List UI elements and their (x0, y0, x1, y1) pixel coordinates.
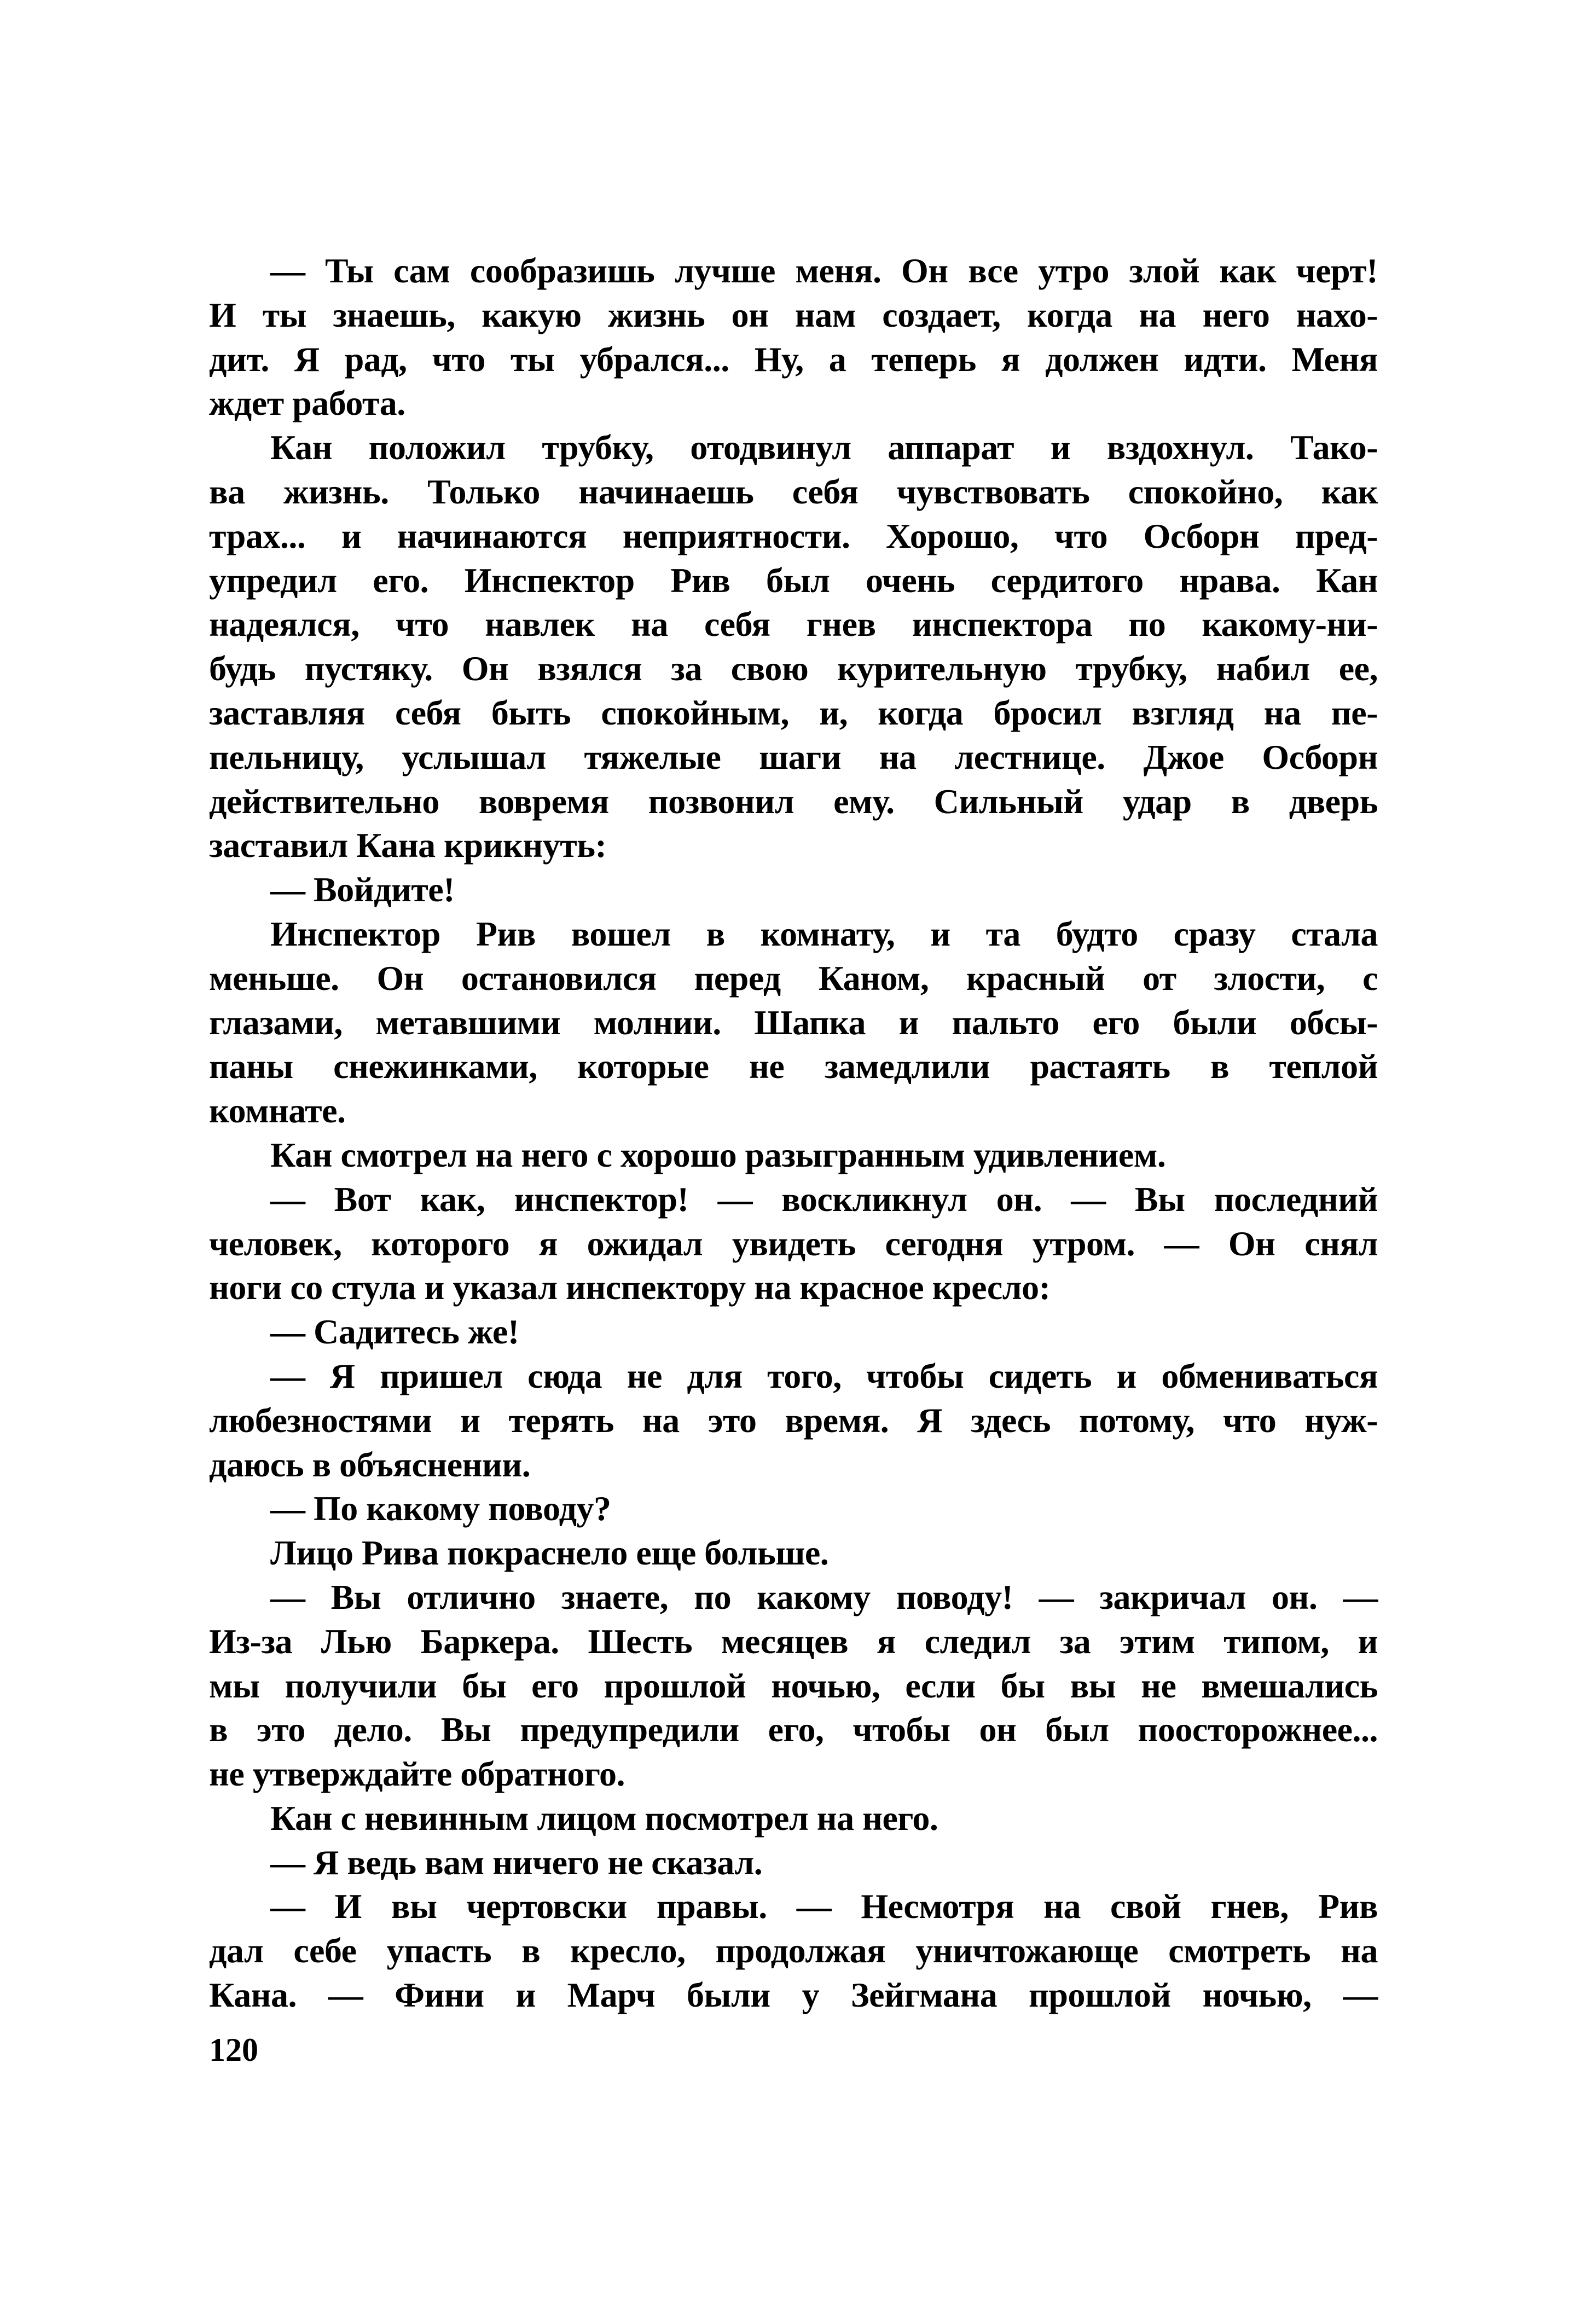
text-line: Кан с невинным лицом посмотрел на него. (270, 1798, 938, 1838)
text-line: Лицо Рива покраснело еще больше. (270, 1533, 829, 1573)
text-line: глазами, метавшими молнии. Шапка и пальто его были обсы- (209, 1002, 1378, 1042)
text-line: Кан положил трубку, отодвинул аппарат и вздохнул. Тако- (270, 428, 1378, 467)
text-line: ва жизнь. Только начинаешь себя чувствовать спокойно, как (209, 472, 1378, 511)
text-line: дал себе упасть в кресло, продолжая уничтожающе смотреть на (209, 1931, 1378, 1971)
text-line: — По какому поводу? (270, 1489, 611, 1528)
text-line: меньше. Он остановился перед Каном, красный от злости, с (209, 958, 1378, 998)
text-line: действительно вовремя позвонил ему. Сильный удар в дверь (209, 781, 1378, 821)
text-line: паны снежинками, которые не замедлили растаять в теплой (209, 1047, 1378, 1086)
text-line: Кан смотрел на него с хорошо разыгранным удивлением. (270, 1135, 1166, 1174)
text-line: в это дело. Вы предупредили его, чтобы он был поосторожнее... (209, 1710, 1378, 1749)
text-line: — И вы чертовски правы. — Несмотря на свой гнев, Рив (270, 1887, 1378, 1926)
page-number: 120 (209, 2032, 258, 2068)
text-line: — Ты сам сообразишь лучше меня. Он все утро злой как черт! (270, 251, 1378, 290)
text-line: мы получили бы его прошлой ночью, если бы вы не вмешались (209, 1666, 1378, 1705)
text-line: ждет работа. (209, 384, 405, 423)
text-line: дит. Я рад, что ты убрался... Ну, а теперь я должен идти. Меня (209, 339, 1378, 379)
text-line: ноги со стула и указал инспектору на красное кресло: (209, 1268, 1051, 1307)
text-line: надеялся, что навлек на себя гнев инспектора по какому-ни- (209, 605, 1378, 644)
text-line: трах... и начинаются неприятности. Хорошо, что Осборн пред- (209, 516, 1378, 555)
text-line: Кана. — Фини и Марч были у Зейгмана прошлой ночью, — (209, 1975, 1378, 2015)
text-line: — Садитесь же! (270, 1312, 519, 1352)
text-line: упредил его. Инспектор Рив был очень сердитого нрава. Кан (209, 560, 1378, 600)
text-line: комнате. (209, 1091, 346, 1131)
text-line: — Вы отлично знаете, по какому поводу! — закричал он. — (270, 1577, 1378, 1616)
text-line: — Я ведь вам ничего не сказал. (270, 1842, 763, 1882)
text-line: заставляя себя быть спокойным, и, когда бросил взгляд на пе- (209, 693, 1378, 732)
text-line: будь пустяку. Он взялся за свою курительную трубку, набил ее, (209, 649, 1378, 688)
text-line: — Вот как, инспектор! — воскликнул он. — Вы последний (270, 1179, 1378, 1219)
text-line: пельницу, услышал тяжелые шаги на лестнице. Джое Осборн (209, 737, 1378, 776)
text-line: Инспектор Рив вошел в комнату, и та будто сразу стала (270, 914, 1378, 953)
text-line: Из-за Лью Баркера. Шесть месяцев я следил за этим типом, и (209, 1621, 1378, 1661)
text-line: не утверждайте обратного. (209, 1754, 625, 1794)
text-line: И ты знаешь, какую жизнь он нам создает, когда на него нахо- (209, 295, 1378, 334)
text-line: человек, которого я ожидал увидеть сегодня утром. — Он снял (209, 1224, 1378, 1263)
text-line: заставил Кана крикнуть: (209, 826, 607, 865)
body-text (209, 249, 1378, 2018)
text-line: — Войдите! (270, 870, 455, 909)
text-line: даюсь в объяснении. (209, 1445, 531, 1484)
text-line: любезностями и терять на это время. Я здесь потому, что нуж- (209, 1400, 1378, 1440)
text-line: — Я пришел сюда не для того, чтобы сидеть и обмениваться (270, 1356, 1378, 1395)
